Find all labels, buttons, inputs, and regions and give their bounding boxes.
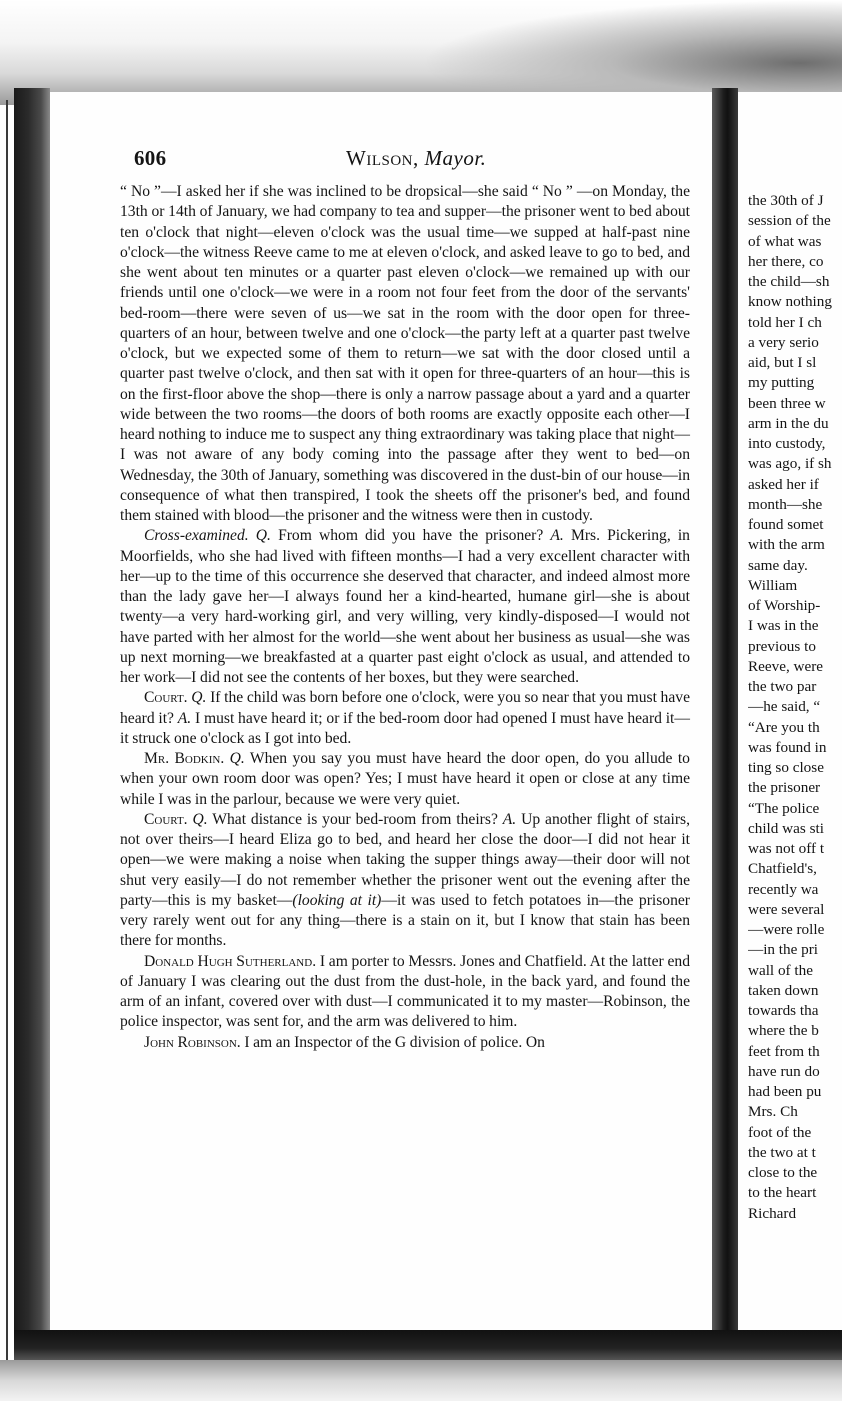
answer-text: Mrs. Pickering, in Moorfields, who she had lived with fifteen months—I had a very excellent character with her—up to the time of this occurrence she deserved that character, and indeed almost more than the lady gave her—I always found her a kind-hearted, humane girl—she is about twenty—a very hard-working girl, and very willing, very kindly-disposed—I would not have parted with her almost for the world—she went about her business as usual—she was up next morning—we breakfasted at a quarter past eight o'clock as usual, and attended to her work—I did not see the contents of her boxes, but they were searched. — [120, 527, 690, 686]
scan-left-edge-line — [6, 100, 8, 1390]
facing-page-line: same day. — [748, 556, 808, 574]
facing-page-line: were several — [748, 900, 825, 918]
facing-page-line: with the arm — [748, 536, 825, 554]
facing-page-line: the two at t — [748, 1143, 816, 1161]
question-text: When you say you must have heard the door open, do you allude to when your own room door was open? Yes; I must have heard it open or close at any time while I was in the parlour, because we were very quiet. — [120, 750, 690, 808]
facing-page-line: the child—sh — [748, 273, 830, 290]
testimony-text: I am an Inspector of the G division of police. On — [244, 1033, 545, 1051]
facing-page-line: Reeve, were — [748, 657, 824, 675]
speaker-name: Court. — [144, 689, 188, 707]
testimony-paragraph: “ No ”—I asked her if she was inclined to be dropsical—she said “ No ” —on Monday, the 13th or 14th of January, we had company to tea and supper—the prisoner went to bed about ten o'clock that night—eleven o'clock was the usual time—we supped at half-past nine o'clock—the witness Reeve came to me at eleven o'clock, and asked leave to go to bed, and she went about ten minutes or a quarter past eleven o'clock—we remained up with our friends until one o'clock—we were in a room not four feet from the door of the servants' bed-room—there were seven of us—we sat in the room with the door open for three-quarters of an hour, between twelve and one o'clock—the party left at a quarter past twelve o'clock, but we expected some of them to return—we sat with the door closed until a quarter past twelve o'clock, and then sat with it open for three-quarters of an hour—this is on the first-floor above the shop—there is only a narrow passage about a yard and a quarter wide between the two rooms—the doors of both rooms are exactly opposite each other—I heard nothing to induce me to suspect any thing extraordinary was taking place that night—I was not aware of any body coming into the passage after they went to bed—on Wednesday, the 30th of January, something was discovered in the dust-bin of our house—in consequence of what then transpired, I took the sheets off the prisoner's bed, and found them stained with blood—the prisoner and the witness were then in custody. — [120, 183, 690, 524]
facing-page-line: ting so close — [748, 759, 824, 776]
testimony-text: I am porter to Messrs. Jones and Chatfield. At the latter end of January I was clearing out the dust from the dust-hole, in the back yard, and found the arm of an infant, covered over with dust—I communicated it to my master—Robinson, the police inspector, was sent for, and the arm was delivered to him. — [120, 952, 690, 1031]
facing-page-line: Richard — [748, 1204, 797, 1222]
facing-page-line: “The police — [748, 799, 820, 817]
question-marker: Q. — [255, 527, 271, 545]
facing-page-line: found somet — [748, 516, 824, 533]
question-marker: Q. — [192, 810, 208, 828]
answer-marker: A. — [502, 810, 517, 828]
bodkin-question-paragraph — [120, 749, 690, 810]
facing-page-line: asked her if — [748, 475, 819, 493]
book-gutter — [712, 88, 738, 1338]
facing-page-line: the two par — [748, 678, 817, 695]
question-marker: Q. — [191, 689, 207, 707]
running-head-title: Mayor. — [424, 146, 487, 170]
facing-page-text — [748, 191, 842, 1224]
facing-page-line: my putting — [748, 374, 815, 392]
facing-page-line: of Worship- — [748, 597, 821, 614]
facing-page-line: have run do — [748, 1062, 820, 1080]
speaker-name: John Robinson. — [144, 1033, 241, 1051]
facing-page-line: was not off t — [748, 840, 825, 857]
facing-page-line: a very serio — [748, 333, 819, 351]
facing-page-line: was ago, if sh — [748, 455, 832, 473]
facing-page-line: foot of the — [748, 1123, 812, 1141]
facing-page-line: arm in the du — [748, 414, 829, 432]
facing-page-line: aid, but I sl — [748, 354, 817, 371]
facing-page-line: the 30th of J — [748, 192, 824, 209]
court-question-paragraph — [120, 688, 690, 749]
facing-page-line: towards tha — [748, 1002, 819, 1019]
page-number: 606 — [134, 146, 167, 170]
facing-page-line: where the b — [748, 1022, 819, 1040]
running-head — [346, 146, 486, 171]
question-text: If the child was born before one o'clock, were you so near that you must have heard it? — [120, 689, 690, 727]
book-spine-shadow — [14, 88, 50, 1338]
answer-text-continued: —it was used to fetch potatoes in—the prisoner very rarely went out for any thing—there is a stain on it, but I know that stain has been there for months. — [120, 891, 691, 950]
facing-page-line: taken down — [748, 981, 819, 999]
facing-page-line: to the heart — [748, 1184, 817, 1202]
speaker-name: Mr. Bodkin. — [144, 750, 225, 767]
facing-page-line: Mrs. Ch — [748, 1103, 798, 1121]
answer-text: I must have heard it; or if the bed-room door had opened I must have heard it—it struck one o'clock as I got into bed. — [120, 709, 690, 747]
question-marker: Q. — [229, 750, 245, 767]
facing-page-line: know nothing — [748, 293, 832, 311]
facing-page-line: into custody, — [748, 435, 826, 452]
facing-page-line: of what was — [748, 232, 822, 250]
facing-page-line: recently wa — [748, 880, 819, 898]
facing-page-line: her there, co — [748, 252, 824, 270]
scan-bottom-edge — [14, 1330, 842, 1360]
cross-examined-label: Cross-examined. — [144, 527, 249, 545]
facing-page-line: was found in — [748, 738, 827, 756]
facing-page-line: William — [748, 576, 798, 594]
robinson-testimony — [120, 1033, 690, 1053]
question-text: From whom did you have the prisoner? — [278, 527, 544, 545]
facing-page-line: child was sti — [748, 819, 824, 837]
facing-page-line: month—she — [748, 495, 823, 513]
main-text-column — [120, 182, 690, 1053]
speaker-name: Donald Hugh Sutherland. — [144, 952, 317, 970]
answer-marker: A. — [177, 709, 192, 727]
answer-marker: A. — [550, 527, 564, 545]
facing-page-line: told her I ch — [748, 313, 822, 331]
court-distance-paragraph — [120, 810, 690, 952]
facing-page-line: I was in the — [748, 617, 819, 635]
scan-top-shadow — [420, 0, 842, 105]
cross-examination-paragraph — [120, 526, 690, 688]
facing-page-line: “Are you th — [748, 718, 820, 736]
question-text: What distance is your bed-room from theirs? — [212, 810, 498, 828]
sutherland-testimony — [120, 952, 690, 1033]
facing-page-line: the prisoner — [748, 779, 821, 797]
answer-text: Up another flight of stairs, not over theirs—I heard Eliza go to bed, and heard her close the door—I did not hear it open—we were making a noise when taking the supper things away—their door will not shut very easily—I do not remember whether the prisoner went out the evening after the party—this is my basket— — [120, 810, 691, 909]
facing-page-line: —were rolle — [748, 921, 825, 938]
speaker-name: Court. — [144, 810, 188, 828]
running-head-name: Wilson, — [346, 146, 419, 170]
facing-page-line: Chatfield's, — [748, 860, 817, 878]
facing-page-line: previous to — [748, 637, 816, 655]
facing-page-line: feet from th — [748, 1042, 820, 1060]
facing-page-line: close to the — [748, 1164, 818, 1181]
stage-direction: (looking at it) — [292, 891, 382, 909]
facing-page-line: been three w — [748, 394, 826, 412]
facing-page-line: session of the — [748, 212, 831, 230]
scan-bottom-shadow — [0, 1360, 842, 1401]
facing-page-line: —he said, “ — [748, 698, 821, 716]
facing-page-line: —in the pri — [748, 941, 819, 959]
facing-page-line: wall of the — [748, 961, 813, 979]
facing-page-line: had been pu — [748, 1083, 822, 1100]
